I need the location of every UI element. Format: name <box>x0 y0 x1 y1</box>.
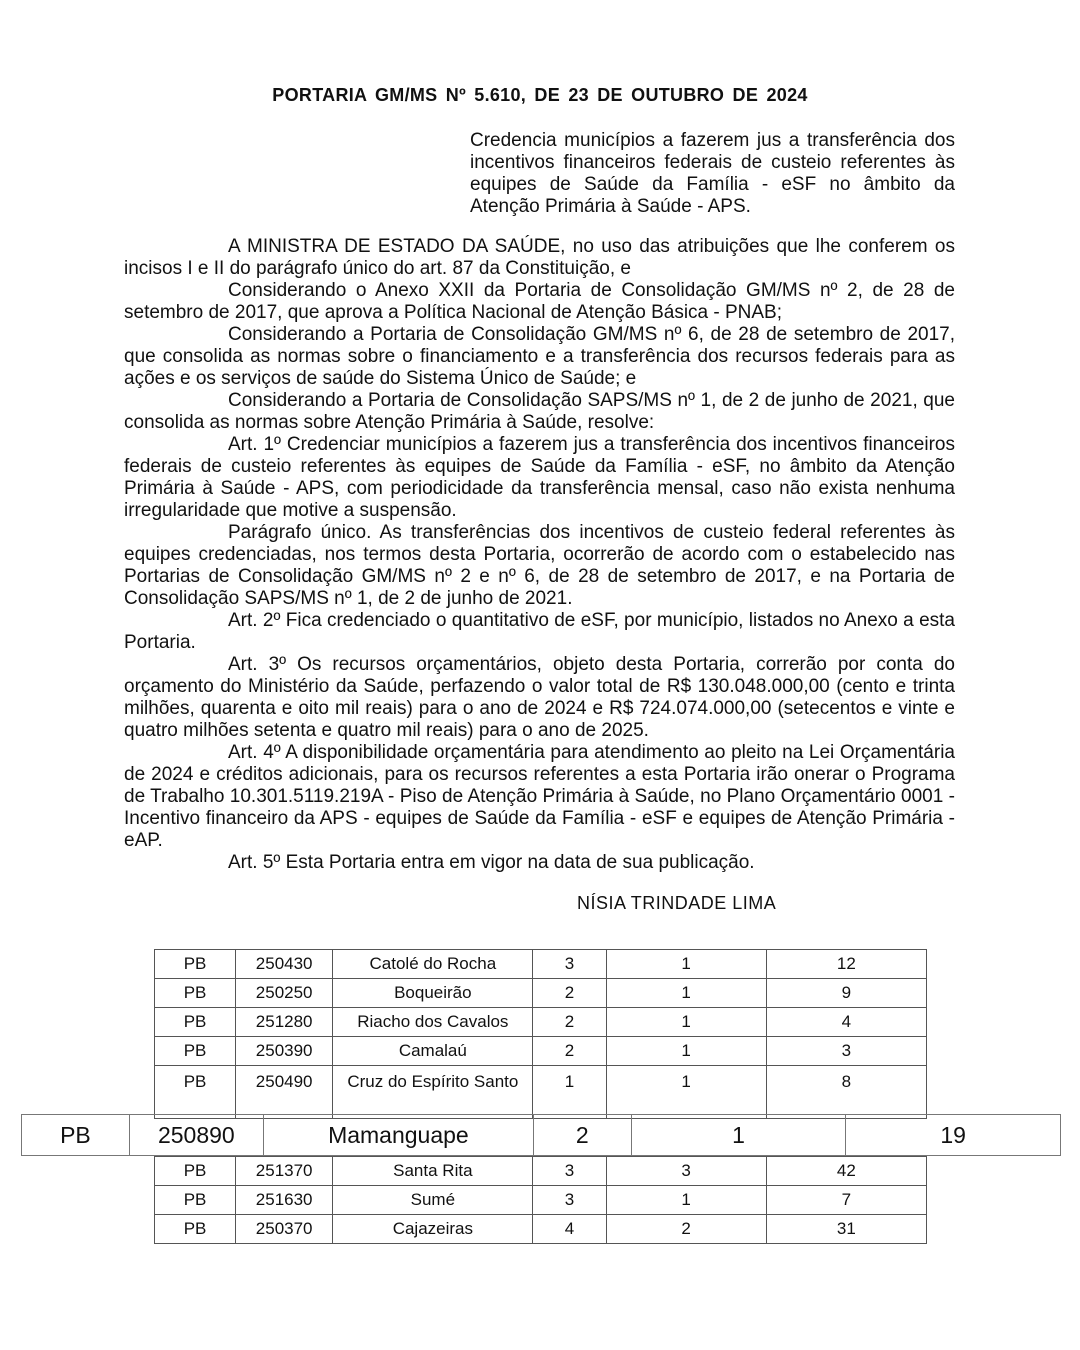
table-row <box>155 1066 927 1119</box>
table-cell-value: 2 <box>533 979 606 1008</box>
table-cell-ibge: 250430 <box>236 950 333 979</box>
table-cell-value: 2 <box>606 1215 766 1244</box>
table-row <box>155 1186 927 1215</box>
table-cell-value: 9 <box>766 979 926 1008</box>
paragraph-considerando-3: Considerando a Portaria de Consolidação SAPS/MS nº 1, de 2 de junho de 2021, que consolida as normas sobre Atenção Primária à Saúde, resolve: <box>124 390 955 433</box>
table-cell-uf: PB <box>155 1008 236 1037</box>
table-cell-value: 1 <box>606 1066 766 1119</box>
table-cell-uf: PB <box>155 950 236 979</box>
table-cell-ibge: 251280 <box>236 1008 333 1037</box>
table-cell-value: 1 <box>631 1115 846 1156</box>
paragraph-art-4: Art. 4º A disponibilidade orçamentária para atendimento ao pleito na Lei Orçamentária de 2024 e créditos adicionais, para os recursos referentes a esta Portaria irão onerar o Programa de Trabalho 10.301.5119.219A - Piso de Atenção Primária à Saúde, no Plano Orçamentário 0001 - Incentivo financeiro da APS - equipes de Saúde da Família - eSF e equipes de Atenção Primária - eAP. <box>124 742 955 851</box>
table-cell-municipio: Catolé do Rocha <box>333 950 533 979</box>
table-cell-value: 4 <box>533 1215 606 1244</box>
table-cell-uf: PB <box>155 1215 236 1244</box>
table-cell-uf: PB <box>155 1037 236 1066</box>
table-cell-uf: PB <box>155 1157 236 1186</box>
annex-table-highlight <box>21 1114 1061 1156</box>
table-cell-municipio: Riacho dos Cavalos <box>333 1008 533 1037</box>
paragraph-art-3: Art. 3º Os recursos orçamentários, objeto desta Portaria, correrão por conta do orçamento do Ministério da Saúde, perfazendo o valor total de R$ 130.048.000,00 (cento e trinta milhões, quarenta e oito mil reais) para o ano de 2024 e R$ 724.074.000,00 (setecentos e vinte e quatro milhões setenta e quatro mil reais) para o ano de 2025. <box>124 654 955 741</box>
table-cell-value: 3 <box>533 1186 606 1215</box>
paragraph-considerando-1: Considerando o Anexo XXII da Portaria de Consolidação GM/MS nº 2, de 28 de setembro de 2017, que aprova a Política Nacional de Atenção Básica - PNAB; <box>124 280 955 323</box>
table-cell-ibge: 250490 <box>236 1066 333 1119</box>
table-cell-ibge: 250390 <box>236 1037 333 1066</box>
paragraph-art-2: Art. 2º Fica credenciado o quantitativo de eSF, por município, listados no Anexo a esta Portaria. <box>124 610 955 653</box>
table-cell-value: 3 <box>606 1157 766 1186</box>
document-title: PORTARIA GM/MS Nº 5.610, DE 23 DE OUTUBRO DE 2024 <box>272 85 808 105</box>
table-cell-municipio: Cruz do Espírito Santo <box>333 1066 533 1119</box>
table-cell-value: 2 <box>533 1115 631 1156</box>
table-cell-municipio: Sumé <box>333 1186 533 1215</box>
table-cell-value: 1 <box>606 950 766 979</box>
ementa-text: Credencia municípios a fazerem jus a transferência dos incentivos financeiros federais de custeio referentes às equipes de Saúde da Família - eSF no âmbito da Atenção Primária à Saúde - APS. <box>470 130 955 217</box>
table-cell-value: 1 <box>606 1037 766 1066</box>
table-cell-value: 12 <box>766 950 926 979</box>
table-cell-ibge: 251370 <box>236 1157 333 1186</box>
table-row <box>155 979 927 1008</box>
annex-table-bottom <box>154 1156 927 1244</box>
table-row <box>155 1008 927 1037</box>
table-cell-municipio: Cajazeiras <box>333 1215 533 1244</box>
table-row <box>155 950 927 979</box>
table-cell-value: 3 <box>533 950 606 979</box>
table-cell-ibge: 250370 <box>236 1215 333 1244</box>
paragraph-art-5: Art. 5º Esta Portaria entra em vigor na data de sua publicação. <box>228 852 755 873</box>
table-cell-value: 42 <box>766 1157 926 1186</box>
table-cell-ibge: 250250 <box>236 979 333 1008</box>
paragraph-paragrafo-unico: Parágrafo único. As transferências dos incentivos de custeio federal referentes às equipes credenciadas, nos termos desta Portaria, ocorrerão de acordo com o estabelecido nas Portarias de Consolidação GM/MS nº 2 e nº 6, de 28 de setembro de 2017, e na Portaria de Consolidação SAPS/MS nº 1, de 2 de junho de 2021. <box>124 522 955 609</box>
table-cell-value: 2 <box>533 1037 606 1066</box>
table-cell-value: 1 <box>606 979 766 1008</box>
table-cell-uf: PB <box>155 1186 236 1215</box>
paragraph-considerando-2: Considerando a Portaria de Consolidação GM/MS nº 6, de 28 de setembro de 2017, que consolida as normas sobre o financiamento e a transferência dos recursos federais para as ações e os serviços de saúde do Sistema Único de Saúde; e <box>124 324 955 389</box>
table-cell-value: 4 <box>766 1008 926 1037</box>
table-cell-value: 7 <box>766 1186 926 1215</box>
table-cell-value: 1 <box>606 1008 766 1037</box>
table-cell-ibge: 250890 <box>129 1115 263 1156</box>
table-cell-uf: PB <box>155 1066 236 1119</box>
table-cell-uf: PB <box>22 1115 130 1156</box>
table-row <box>155 1157 927 1186</box>
table-cell-ibge: 251630 <box>236 1186 333 1215</box>
table-cell-municipio: Camalaú <box>333 1037 533 1066</box>
table-cell-value: 31 <box>766 1215 926 1244</box>
signature-name: NÍSIA TRINDADE LIMA <box>577 893 777 913</box>
table-row <box>155 1215 927 1244</box>
annex-table-top <box>154 949 927 1119</box>
paragraph-preamble: A MINISTRA DE ESTADO DA SAÚDE, no uso das atribuições que lhe conferem os incisos I e II do parágrafo único do art. 87 da Constituição, e <box>124 236 955 279</box>
table-cell-uf: PB <box>155 979 236 1008</box>
table-cell-value: 8 <box>766 1066 926 1119</box>
paragraph-art-1: Art. 1º Credenciar municípios a fazerem jus a transferência dos incentivos financeiros federais de custeio referentes às equipes de Saúde da Família - eSF, no âmbito da Atenção Primária à Saúde - APS, com periodicidade da transferência mensal, caso não exista nenhuma irregularidade que motive a suspensão. <box>124 434 955 521</box>
table-cell-value: 3 <box>766 1037 926 1066</box>
table-cell-value: 3 <box>533 1157 606 1186</box>
table-row <box>22 1115 1061 1156</box>
table-cell-value: 1 <box>533 1066 606 1119</box>
table-cell-municipio: Santa Rita <box>333 1157 533 1186</box>
table-row <box>155 1037 927 1066</box>
table-cell-value: 19 <box>846 1115 1061 1156</box>
table-cell-value: 2 <box>533 1008 606 1037</box>
table-cell-value: 1 <box>606 1186 766 1215</box>
table-cell-municipio: Mamanguape <box>263 1115 533 1156</box>
document-body <box>124 236 955 874</box>
table-cell-municipio: Boqueirão <box>333 979 533 1008</box>
